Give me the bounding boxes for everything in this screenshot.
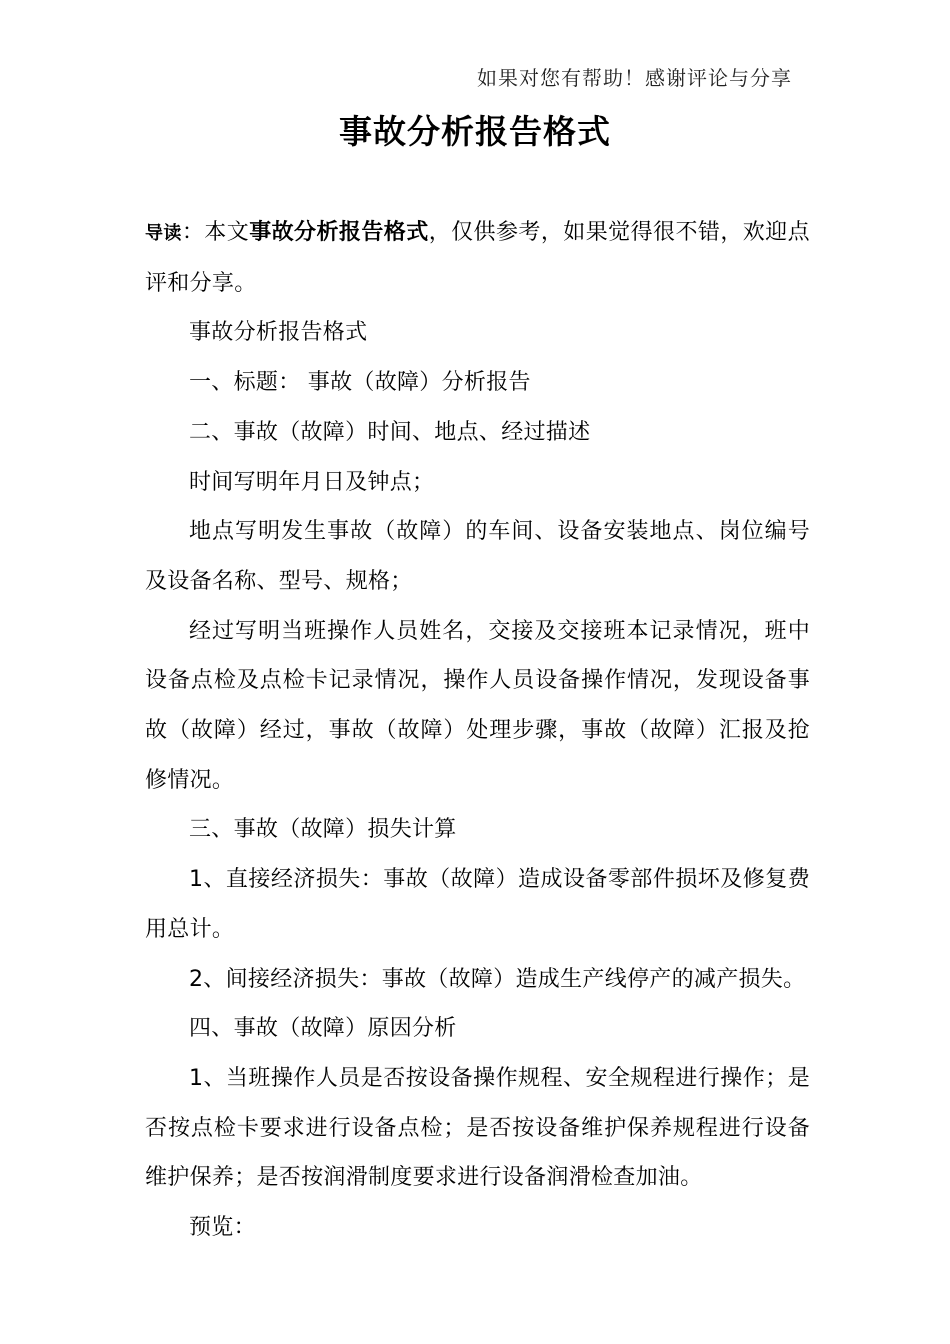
- paragraph-cause-1: 1、当班操作人员是否按设备操作规程、安全规程进行操作；是否按点检卡要求进行设备点检；是否按设备维护保养规程进行设备维护保养；是否按润滑制度要求进行设备润滑检查加油。: [145, 1065, 810, 1191]
- paragraph-direct-loss: 1、直接经济损失：事故（故障）造成设备零部件损坏及修复费用总计。: [145, 867, 810, 942]
- intro-bold-title: 事故分析报告格式: [249, 220, 429, 245]
- paragraph-location: 地点写明发生事故（故障）的车间、设备安装地点、岗位编号及设备名称、型号、规格；: [145, 519, 810, 594]
- header-note: 如果对您有帮助！感谢评论与分享: [477, 66, 792, 90]
- paragraph-indirect-loss: 2、间接经济损失：事故（故障）造成生产线停产的减产损失。: [189, 966, 806, 992]
- document-body: [145, 208, 810, 1253]
- paragraph-section-2: 二、事故（故障）时间、地点、经过描述: [189, 419, 591, 445]
- intro-text-before: ：本文: [181, 220, 250, 245]
- paragraph-section-4: 四、事故（故障）原因分析: [189, 1016, 457, 1042]
- paragraph-preview: 预览：: [189, 1215, 256, 1241]
- paragraph-time: 时间写明年月日及钟点；: [189, 469, 435, 495]
- document-title: 事故分析报告格式: [339, 112, 611, 151]
- intro-text-after: ，仅供参考，如果觉得很不错，欢迎点评和分享。: [145, 220, 810, 296]
- paragraph-process: 经过写明当班操作人员姓名，交接及交接班本记录情况，班中设备点检及点检卡记录情况，操作人员设备操作情况，发现设备事故（故障）经过，事故（故障）处理步骤，事故（故障）汇报及抢修情况。: [145, 618, 810, 793]
- paragraph-section-1: 一、标题： 事故（故障）分析报告: [189, 370, 531, 396]
- paragraph-subtitle: 事故分析报告格式: [189, 320, 368, 346]
- intro-label: 导读: [145, 223, 182, 244]
- intro-paragraph: [145, 208, 810, 308]
- paragraph-section-3: 三、事故（故障）损失计算: [189, 817, 457, 843]
